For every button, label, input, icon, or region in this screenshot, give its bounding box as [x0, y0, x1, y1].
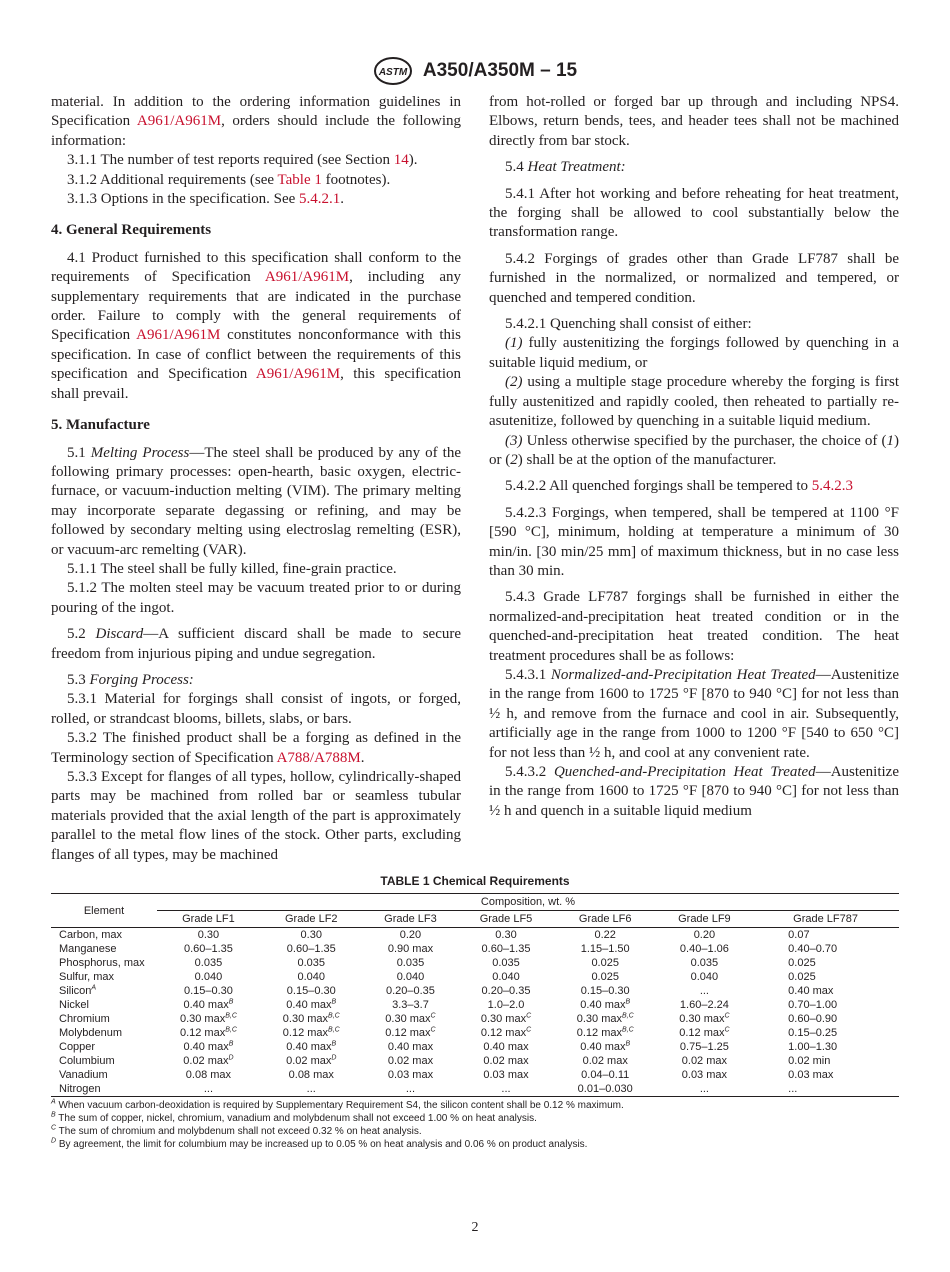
value-cell: 0.30 $\max^{B,C}$	[179, 1012, 237, 1025]
value-cell: 0.20	[399, 929, 422, 941]
value-cell: 0.07	[788, 929, 810, 941]
value-cell: 0.040	[297, 971, 326, 983]
value-cell: 0.03 max	[387, 1069, 434, 1081]
option-1: (1) fully austenitizing the forgings followed by quenching in a suitable liquid medium, or	[489, 335, 899, 371]
table-row	[51, 984, 899, 998]
value-cell: 0.040	[396, 971, 425, 983]
value-cell: 0.04–0.11	[581, 1069, 630, 1081]
paragraph-5-4: 5.4 Heat Treatment:	[505, 159, 626, 176]
value-cell: 0.15–0.25	[788, 1027, 838, 1039]
value-cell: 0.15–0.30	[286, 985, 336, 997]
element-cell: Nitrogen	[51, 1082, 157, 1097]
chemical-requirements-table	[51, 893, 899, 1097]
paragraph-5-1: 5.1 Melting Process—The steel shall be produced by any of the following primary processes: open-hearth, basic oxygen, electric-furnace, or vacuum-induction melting (VIM). The primary melting may incorporate separate degassing or refining, and may be followed by secondary melting using electroslag remelting (ESR), or vacuum-arc remelting (VAR).	[51, 444, 462, 558]
paragraph-3-1-1: 3.1.1 The number of test reports required (see Section 14).	[67, 152, 418, 169]
element-cell: Nickel	[59, 999, 89, 1011]
ref-a961[interactable]: A961/A961M	[136, 113, 222, 130]
element-cell: Columbium	[59, 1055, 115, 1067]
column-header-grade: Grade LF3	[384, 913, 437, 925]
value-cell: 0.025	[788, 971, 816, 983]
table-row	[51, 928, 899, 943]
element-cell: Molybdenum	[59, 1027, 122, 1039]
table-title: TABLE 1 Chemical Requirements	[380, 874, 570, 888]
paragraph-5-3-3-cont: from hot-rolled or forged bar up through and including NPS4. Elbows, return bends, tees, and header tees shall not be machined directly from bar stock.	[489, 94, 899, 149]
value-cell: 0.30 $\max^C$	[385, 1012, 436, 1025]
paragraph-5-4-2: 5.4.2 Forgings of grades other than Grade LF787 shall be furnished in the normalized, or normalized and tempered, or quenched and tempered condition.	[489, 250, 899, 306]
paragraph-5-1-1: 5.1.1 The steel shall be fully killed, fine-grain practice.	[67, 560, 397, 577]
value-cell: 0.12 $\max^{B,C}$	[179, 1026, 237, 1039]
paragraph-5-4-3: 5.4.3 Grade LF787 forgings shall be furnished in either the normalized-and-precipitation heat treated condition or in the quenched-and-precipitation heat treated condition. The heat treatment procedures shall be as follows:	[489, 589, 899, 664]
paragraph-5-3-2: 5.3.2 The finished product shall be a forging as defined in the Terminology section of Specification A788/A788M.	[51, 730, 461, 766]
column-header-grade: Grade LF2	[284, 913, 338, 925]
column-header-grade: Grade LF6	[578, 913, 632, 925]
paragraph-5-4-2-1: 5.4.2.1 Quenching shall consist of either:	[505, 316, 752, 333]
value-cell: 0.040	[194, 971, 223, 983]
column-header-grade: Grade LF9	[678, 913, 731, 925]
value-cell: 0.30 $\max^{B,C}$	[576, 1012, 634, 1025]
option-3: (3) Unless otherwise specified by the purchaser, the choice of (1) or (2) shall be at the option of the manufacturer.	[489, 432, 899, 468]
column-header-grade: Grade LF787	[793, 913, 858, 925]
section-heading-4: 4. General Requirements	[51, 222, 212, 239]
page-number: 2	[471, 1220, 479, 1235]
footnote: $^A$ When vacuum carbon-deoxidation is required by Supplementary Requirement S4, the silicon content shall be 0.12 % maximum.	[51, 1098, 624, 1111]
value-cell: 0.30	[197, 929, 220, 941]
document-designation: A350/A350M – 15	[422, 60, 578, 81]
column-header-grade: Grade LF5	[479, 913, 533, 925]
value-cell: ...	[157, 1082, 260, 1097]
column-group-header: Composition, wt. %	[157, 894, 899, 911]
paragraph-5-3-3: 5.3.3 Except for flanges of all types, hollow, cylindrically-shaped parts may be machined from rolled bar or seamless tubular materials provided that the axial length of the part is approximately parallel to the metal flow lines of the stock. Other parts, excluding flanges of all types, may be machined	[51, 769, 461, 863]
table-row	[51, 1054, 899, 1068]
page-header	[0, 56, 950, 86]
paragraph-5-4-2-3: 5.4.2.3 Forgings, when tempered, shall be tempered at 1100 °F [590 °C], minimum, holding at temperature a minimum of 30 min/in. [30 min/25 mm] of maximum thickness, but in no case less than 30 min.	[489, 504, 899, 579]
footnote: $^C$ The sum of chromium and molybdenum shall not exceed 0.32 % on heat analysis.	[51, 1124, 422, 1137]
value-cell: 0.040	[492, 971, 520, 983]
value-cell: 0.025	[591, 971, 619, 983]
table-row	[51, 1040, 899, 1054]
paragraph-3-1-2: 3.1.2 Additional requirements (see Table 1 footnotes).	[67, 171, 391, 188]
table-1-section	[51, 874, 899, 1151]
paragraph-4-1: 4.1 Product furnished to this specification shall conform to the requirements of Specification A961/A961M, including any supplementary requirements that are indicated in the purchase order. Failure to comply with the general requirements of Specification A961/A961M constitutes nonconformance with this specification. In case of conflict between the requirements of this specification and Specification A961/A961M, this specification shall prevail.	[51, 249, 462, 402]
element-cell: Copper	[59, 1041, 96, 1053]
table-row	[51, 1082, 899, 1097]
paragraph-5-4-2-2: 5.4.2.2 All quenched forgings shall be tempered to 5.4.2.3	[505, 478, 853, 495]
value-cell: 0.035	[297, 957, 326, 969]
value-cell: 0.30	[495, 929, 517, 941]
value-cell: 0.025	[591, 957, 619, 969]
table-row	[51, 970, 899, 984]
value-cell: 0.20–0.35	[481, 985, 531, 997]
value-cell: 0.40 max	[387, 1041, 434, 1053]
footnote: $^B$ The sum of copper, nickel, chromium, vanadium and molybdenum shall not exceed 1.00 % on heat analysis.	[51, 1111, 537, 1124]
value-cell: 1.60–2.24	[679, 999, 729, 1011]
value-cell: ...	[699, 985, 709, 997]
ref-5-4-2-3[interactable]: 5.4.2.3	[811, 478, 853, 495]
footnote: $^D$ By agreement, the limit for columbium may be increased up to 0.05 % on heat analysis and 0.06 % on product analysis.	[51, 1137, 588, 1150]
value-cell: 0.40 $\max^B$	[183, 1040, 234, 1053]
value-cell: 0.40–1.06	[679, 943, 729, 955]
paragraph-5-1-2: 5.1.2 The molten steel may be vacuum treated prior to or during pouring of the ingot.	[51, 580, 461, 616]
value-cell: 0.30 $\max^{B,C}$	[282, 1012, 340, 1025]
value-cell: 0.40 $\max^B$	[286, 998, 337, 1011]
table-row	[51, 1026, 899, 1040]
value-cell: 0.15–0.30	[183, 985, 233, 997]
value-cell: ...	[752, 1082, 899, 1097]
right-column	[489, 93, 899, 821]
value-cell: 0.08 max	[288, 1069, 334, 1081]
value-cell: 0.12 $\max^{B,C}$	[576, 1026, 634, 1039]
value-cell: 0.75–1.25	[679, 1041, 729, 1053]
ref-a788[interactable]: A788/A788M	[276, 749, 361, 766]
paragraph-5-2: 5.2 Discard—A sufficient discard shall be made to secure freedom from injurious piping and undue segregation.	[51, 626, 462, 662]
value-cell: 0.30 $\max^C$	[480, 1012, 532, 1025]
value-cell: ...	[657, 1082, 753, 1097]
ref-a961[interactable]: A961/A961M	[255, 366, 341, 383]
value-cell: ...	[363, 1082, 459, 1097]
svg-text:ASTM: ASTM	[378, 67, 408, 78]
element-cell: Chromium	[59, 1013, 110, 1025]
paragraph-3-1-3: 3.1.3 Options in the specification. See 5.4.2.1.	[67, 191, 345, 208]
paragraph-5-4-3-1: 5.4.3.1 Normalized-and-Precipitation Heat Treated—Austenitize in the range from 1600 to 1725 °F [870 to 940 °C] for not less than ½ h, and remove from the furnace and cool in air. Subsequently, artificially age in the range from 1000 to 1200 °F [540 to 650 °C] for not less than ½ h, and cool at any convenient rate.	[489, 666, 900, 761]
ref-5-4-2-1[interactable]: 5.4.2.1	[299, 191, 341, 208]
value-cell: 0.02 $\max^D$	[286, 1054, 337, 1067]
element-cell: Phosphorus, max	[59, 957, 145, 969]
ref-table-1[interactable]: Table 1	[277, 171, 322, 188]
value-cell: 0.40 $\max^B$	[183, 998, 234, 1011]
table-row	[51, 942, 899, 956]
value-cell: 0.035	[492, 957, 520, 969]
value-cell: 0.040	[690, 971, 719, 983]
element-cell: Vanadium	[59, 1069, 108, 1081]
paragraph-5-3: 5.3 Forging Process:	[67, 671, 194, 688]
section-heading-5: 5. Manufacture	[51, 417, 150, 434]
value-cell: 0.90 max	[387, 943, 434, 955]
value-cell: 0.40 max	[788, 985, 834, 997]
element-cell: Carbon, max	[59, 929, 122, 941]
value-cell: 0.60–1.35	[286, 943, 336, 955]
value-cell: 0.12 $\max^C$	[679, 1026, 730, 1039]
value-cell: 0.12 $\max^{B,C}$	[282, 1026, 340, 1039]
value-cell: 0.025	[788, 957, 816, 969]
value-cell: 0.70–1.00	[788, 999, 838, 1011]
value-cell: 0.02 max	[387, 1055, 434, 1067]
value-cell: 0.40 $\max^B$	[580, 1040, 631, 1053]
value-cell: 0.03 max	[483, 1069, 529, 1081]
value-cell: ...	[458, 1082, 554, 1097]
column-header-grade: Grade LF1	[182, 913, 235, 925]
value-cell: 0.20	[693, 929, 716, 941]
value-cell: 0.15–0.30	[580, 985, 630, 997]
value-cell: 0.40 $\max^B$	[286, 1040, 337, 1053]
value-cell: 0.40 $\max^B$	[580, 998, 631, 1011]
paragraph-3-1-intro: material. In addition to the ordering information guidelines in Specification A961/A961M, orders should include the following information:	[51, 94, 461, 149]
value-cell: 0.60–1.35	[183, 943, 233, 955]
value-cell: 0.12 $\max^C$	[385, 1026, 436, 1039]
value-cell: 0.08 max	[185, 1069, 232, 1081]
value-cell: 0.40–0.70	[788, 943, 838, 955]
value-cell: 0.03 max	[788, 1069, 834, 1081]
table-row	[51, 998, 899, 1012]
value-cell: 0.60–0.90	[788, 1013, 838, 1025]
paragraph-5-4-1: 5.4.1 After hot working and before reheating for heat treatment, the forging shall be allowed to cool substantially below the transformation range.	[489, 185, 899, 241]
value-cell: 3.3–3.7	[392, 999, 429, 1011]
astm-logo-icon	[373, 56, 413, 86]
value-cell: 0.60–1.35	[481, 943, 531, 955]
value-cell: 1.0–2.0	[487, 999, 525, 1011]
value-cell: 0.02 max	[582, 1055, 628, 1067]
value-cell: 0.30 $\max^C$	[679, 1012, 730, 1025]
value-cell: 0.02 min	[788, 1055, 831, 1067]
value-cell: 0.035	[396, 957, 425, 969]
option-2: (2) using a multiple stage procedure whereby the forging is first fully austenitized and rapidly cooled, then reheated to partially re-asutenitize, followed by quenching in a suitable liquid medium.	[489, 374, 899, 430]
value-cell: ...	[260, 1082, 363, 1097]
value-cell: 0.22	[594, 929, 616, 941]
table-footnotes	[51, 1099, 899, 1151]
value-cell: 0.02 $\max^D$	[183, 1054, 234, 1067]
table-row	[51, 956, 899, 970]
table-row	[51, 1068, 899, 1082]
value-cell: 1.00–1.30	[788, 1041, 838, 1053]
value-cell: 0.20–0.35	[385, 985, 435, 997]
value-cell: 0.01–0.030	[554, 1082, 657, 1097]
element-cell: Manganese	[59, 943, 117, 955]
value-cell: 0.40 max	[483, 1041, 529, 1053]
element-cell: Sulfur, max	[59, 971, 115, 983]
value-cell: 0.12 $\max^C$	[480, 1026, 532, 1039]
value-cell: 1.15–1.50	[580, 943, 630, 955]
left-column	[51, 93, 461, 865]
value-cell: 0.30	[300, 929, 322, 941]
ref-a961[interactable]: A961/A961M	[264, 269, 350, 286]
value-cell: 0.02 max	[483, 1055, 529, 1067]
ref-a961[interactable]: A961/A961M	[136, 327, 221, 344]
value-cell: 0.035	[690, 957, 719, 969]
paragraph-5-4-3-2: 5.4.3.2 Quenched-and-Precipitation Heat Treated—Austenitize in the range from 1600 to 1725 °F [870 to 940 °C] for not less than ½ h and quench in a suitable liquid medium	[489, 764, 900, 819]
element-cell: Silicon$^A$	[59, 984, 97, 997]
paragraph-5-3-1: 5.3.1 Material for forgings shall consist of ingots, or forged, rolled, or strandcast blooms, billets, slabs, or bars.	[51, 691, 461, 727]
table-row	[51, 1012, 899, 1026]
value-cell: 0.02 max	[681, 1055, 728, 1067]
value-cell: 0.035	[194, 957, 223, 969]
value-cell: 0.03 max	[681, 1069, 728, 1081]
column-header-element: Element	[51, 894, 157, 928]
ref-section-14[interactable]: 14	[393, 152, 409, 169]
